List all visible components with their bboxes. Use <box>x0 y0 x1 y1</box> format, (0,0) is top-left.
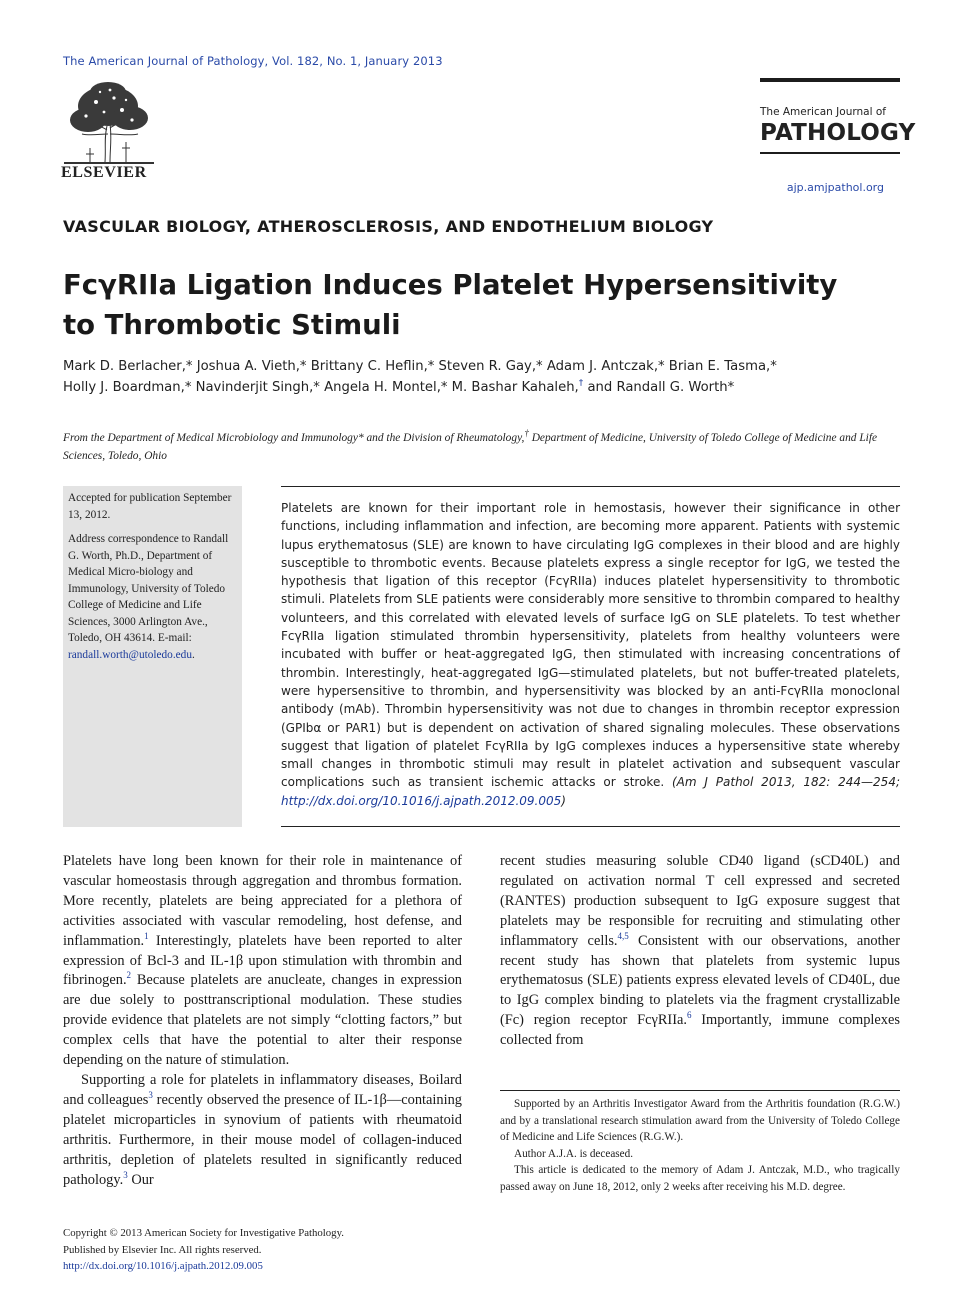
footnote-deceased: Author A.J.A. is deceased. <box>514 1147 633 1160</box>
body-text: recent studies measuring soluble CD40 ligand (sCD40L) and regulated on activation normal T cell expressed and secreted (RANTES) production subsequent to IgG exposure suggest that platelets may be responsible for recruiting and stimulating other inflammatory cells. <box>500 853 900 949</box>
body-text: Our <box>127 1171 154 1188</box>
body-paragraph <box>63 852 462 1071</box>
correspondence-text: Address correspondence to Randall G. Worth, Ph.D., Department of Medical Micro-biology and Immunology, University of Toledo College of Medicine and Life Sciences, 3000 Arlington Ave., Toledo, OH 43614. E-mail: <box>68 533 229 644</box>
article-info-sidebar <box>63 486 242 827</box>
reference-link[interactable]: 3 <box>148 1090 153 1101</box>
reference-link[interactable]: 1 <box>144 930 149 941</box>
journal-url-link[interactable]: ajp.amjpathol.org <box>786 181 884 194</box>
body-paragraph <box>500 852 900 1051</box>
body-text: Interestingly, platelets have been reported to alter expression of Bcl-3 and IL-1β upon stimulation with thrombin and fibrinogen. <box>63 932 462 989</box>
dagger-mark: † <box>524 428 529 439</box>
abstract-text: Platelets are known for their important role in hemostasis, however their significance in other functions, including inflammation and infection, are becoming more apparent. Patients with systemic lupus erythematosus (SLE) are known to have circulating IgG complexes in their blood and are highly susceptible to thrombotic events. Because platelets express a single receptor for IgG, we tested the hypothesis that ligation of this receptor (FcγRIIa) induces platelet hypersensitivity to thrombotic stimuli. Platelets from SLE patients were considerably more sensitive to thrombin compared to healthy volunteers, and this correlated with elevated levels of surface IgG on SLE platelets. To test whether FcγRIIa ligation stimulated thrombin hypersensitivity, platelets from healthy volunteers were incubated with buffer or heat-aggregated IgG, then stimulated with increasing concentrations of thrombin. Interestingly, heat-aggregated IgG—stimulated platelets, but not buffer-treated platelets, were hypersensitive to thrombin, and hypersensitivity was blocked by an anti-FcγRIIa monoclonal antibody (mAb). Thrombin hypersensitivity was not due to changes in thrombin receptor expression (GPIbα or PAR1) but is dependent on activation of shared signaling molecules. These observations suggest that ligation of platelet FcγRIIa by IgG complexes induces a hypersensitive state whereby small changes in thrombotic stimuli may result in platelet activation and subsequent vascular complications such as transient ischemic attacks or stroke. <box>281 501 900 790</box>
publisher-line: Published by Elsevier Inc. All rights reserved. <box>63 1243 262 1256</box>
body-column-left <box>63 852 462 1190</box>
footnote-funding: Supported by an Arthritis Investigator Award from the Arthritis foundation (R.G.W.) and by a translational research stimulation award from the University of Toledo College of Medicine and Life Sciences (R.G.W.). <box>500 1098 900 1143</box>
footnote-dedication: This article is dedicated to the memory of Adam J. Antczak, M.D., who tragically passed away on June 18, 2012, only 2 weeks after receiving his M.D. degree. <box>500 1164 900 1193</box>
article-title <box>63 265 883 345</box>
brand-rule-bottom <box>760 152 900 154</box>
brand-rule-top <box>760 78 900 82</box>
body-text: Consistent with our observations, another recent study has shown that platelets from systemic lupus erythematosus (SLE) patients express elevated levels of CD40L, due to IgG complex binding to platelets via the fragment crystallizable (Fc) region receptor FcγRIIa. <box>500 932 900 1029</box>
copyright-line: Copyright © 2013 American Society for Investigative Pathology. <box>63 1227 344 1239</box>
reference-link[interactable]: 3 <box>123 1169 128 1180</box>
abstract <box>281 499 900 810</box>
affiliation-text: From the Department of Medical Microbiology and Immunology* and the Division of Rheumatology, <box>63 432 525 444</box>
body-text: Because platelets are anucleate, changes in expression are due solely to posttranscriptional modulation. These studies provide evidence that platelets are not simply “clotting factors,” but complex cells that have the potential to alter their response depending on the nature of stimulation. <box>63 972 462 1069</box>
author-line-1: Mark D. Berlacher,* Joshua A. Vieth,* Brittany C. Heflin,* Steven R. Gay,* Adam J. Antczak,* Brian E. Tasma,* <box>63 359 777 374</box>
article-doi-link[interactable]: http://dx.doi.org/10.1016/j.ajpath.2012.09.005 <box>63 1260 263 1272</box>
reference-link[interactable]: 4,5 <box>617 930 629 941</box>
article-title-line-2: to Thrombotic Stimuli <box>63 309 401 341</box>
correspondence-email-link[interactable]: randall.worth@utoledo.edu <box>68 648 192 661</box>
journal-brand <box>760 78 916 154</box>
footnotes <box>500 1096 900 1195</box>
author-list <box>63 356 923 398</box>
brand-big-text: PATHOLOGY <box>760 120 916 146</box>
reference-link[interactable]: 6 <box>686 1010 692 1021</box>
copyright-block <box>63 1225 344 1275</box>
body-column-right <box>500 852 900 1051</box>
body-text: Platelets have long been known for their role in maintenance of vascular homeostasis through aggregation and thrombus formation. More recently, platelets are being appreciated for a plethora of activities associated with vascular remodeling, host defense, and inflammation. <box>63 853 462 949</box>
footnote-divider <box>500 1090 900 1091</box>
elsevier-wordmark: ELSEVIER <box>61 164 147 181</box>
author-line-2 <box>63 377 923 398</box>
author-line-2-text: Holly J. Boardman,* Navinderjit Singh,* Angela H. Montel,* M. Bashar Kahaleh, <box>63 380 579 395</box>
body-paragraph <box>63 1071 462 1190</box>
abstract-citation-end: ) <box>561 793 566 808</box>
article-title-line-1: FcγRIIa Ligation Induces Platelet Hypersensitivity <box>63 269 838 301</box>
affiliation-text-end: Department of Medicine, University of Toledo College of Medicine and Life Sciences, Toledo, Ohio <box>63 432 878 462</box>
author-line-2-end: and Randall G. Worth* <box>583 380 735 395</box>
correspondence <box>68 531 236 663</box>
body-text: Importantly, immune complexes collected from <box>500 1012 900 1049</box>
accepted-date: Accepted for publication September 13, 2012. <box>68 492 232 521</box>
affiliation <box>63 429 903 465</box>
abstract-box <box>281 486 900 827</box>
journal-citation-line: The American Journal of Pathology, Vol. 182, No. 1, January 2013 <box>63 54 443 68</box>
section-heading: VASCULAR BIOLOGY, ATHEROSCLEROSIS, AND ENDOTHELIUM BIOLOGY <box>63 217 714 236</box>
body-text: Supporting a role for platelets in inflammatory diseases, Boilard and colleagues <box>63 1071 462 1108</box>
abstract-citation: (Am J Pathol 2013, 182: 244—254; <box>664 775 900 790</box>
abstract-doi-link[interactable]: http://dx.doi.org/10.1016/j.ajpath.2012.09.005 <box>281 793 562 808</box>
reference-link[interactable]: 2 <box>126 970 132 981</box>
body-text: recently observed the presence of IL-1β—containing platelet microparticles in synovium of patients with rheumatoid arthritis. Furthermore, in their mouse model of collagen-induced arthritis, depletion of platelets resulted in significantly reduced pathology. <box>63 1091 462 1188</box>
dagger-mark: † <box>578 378 584 389</box>
brand-small-text: The American Journal of <box>760 106 886 118</box>
correspondence-period: . <box>191 648 195 661</box>
